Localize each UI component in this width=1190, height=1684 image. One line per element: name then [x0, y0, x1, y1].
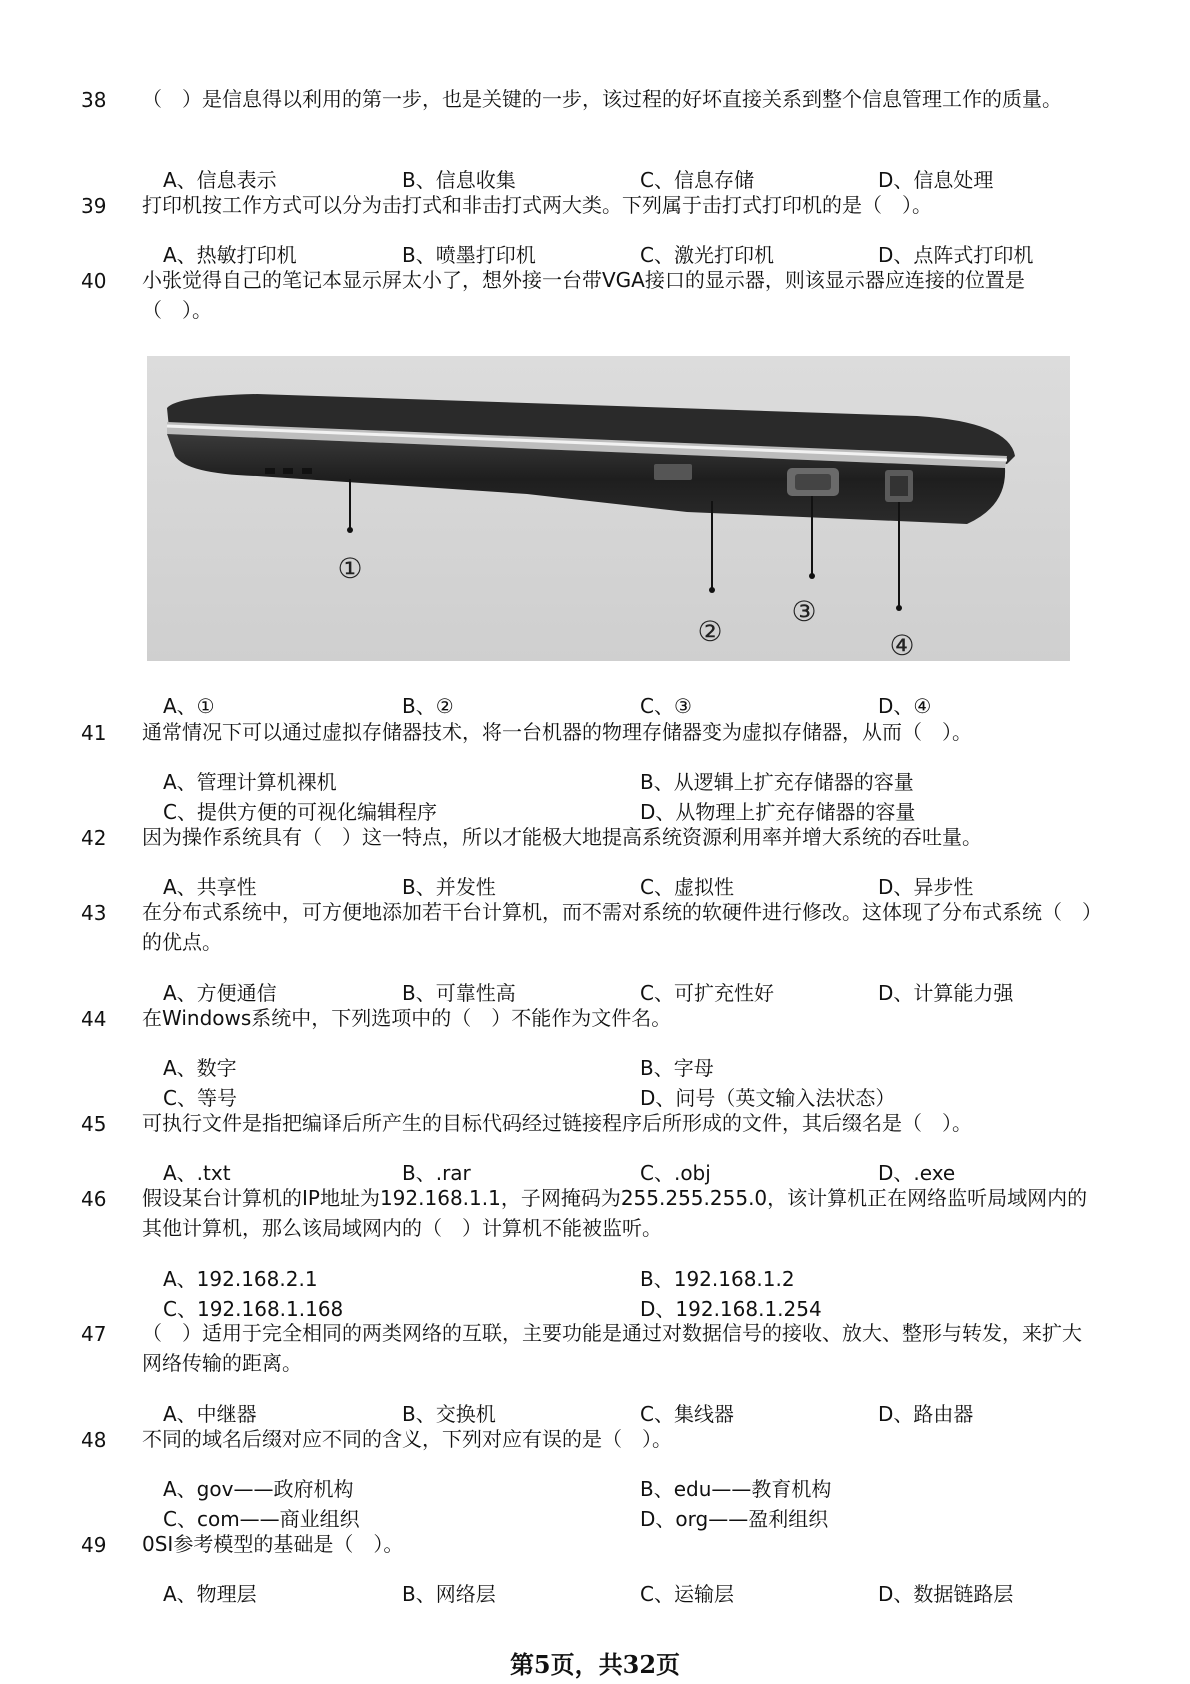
option-c[interactable]: C、等号 [163, 1086, 237, 1110]
option-a[interactable]: A、方便通信 [163, 981, 277, 1005]
option-b[interactable]: B、并发性 [402, 875, 496, 899]
option-a[interactable]: A、共享性 [163, 875, 257, 899]
figure-label-4: ④ [889, 629, 915, 661]
option-d[interactable]: D、计算能力强 [878, 981, 1014, 1005]
question-stem: （ ）适用于完全相同的两类网络的互联，主要功能是通过对数据信号的接收、放大、整形与转发，来扩大网络传输的距离。 [142, 1321, 1082, 1375]
option-b[interactable]: B、从逻辑上扩充存储器的容量 [640, 770, 914, 794]
option-d[interactable]: D、.exe [878, 1161, 956, 1185]
option-a[interactable]: A、数字 [163, 1056, 237, 1080]
option-c[interactable]: C、激光打印机 [640, 243, 774, 267]
option-c[interactable]: C、虚拟性 [640, 875, 734, 899]
option-a[interactable]: A、192.168.2.1 [163, 1267, 318, 1291]
option-c[interactable]: C、可扩充性好 [640, 981, 774, 1005]
port-1c [302, 468, 312, 474]
option-c[interactable]: C、信息存储 [640, 168, 754, 192]
callout-dot-4 [896, 605, 902, 611]
option-b[interactable]: B、喷墨打印机 [402, 243, 536, 267]
option-d[interactable]: D、异步性 [878, 875, 974, 899]
option-a[interactable]: A、中继器 [163, 1402, 257, 1426]
option-a[interactable]: A、信息表示 [163, 168, 277, 192]
question-stem: （ ）是信息得以利用的第一步，也是关键的一步，该过程的好坏直接关系到整个信息管理工作的质量。 [142, 87, 1062, 111]
option-d[interactable]: D、数据链路层 [878, 1582, 1014, 1606]
option-b[interactable]: B、192.168.1.2 [640, 1267, 795, 1291]
page-footer: 第5页，共32页 [509, 1650, 681, 1679]
question-number: 41 [81, 721, 107, 745]
option-d[interactable]: D、信息处理 [878, 168, 994, 192]
ethernet-port-inner [890, 476, 908, 496]
option-d[interactable]: D、点阵式打印机 [878, 243, 1034, 267]
question-stem: 因为操作系统具有（ ）这一特点，所以才能极大地提高系统资源利用率并增大系统的吞吐量。 [142, 825, 982, 849]
option-c[interactable]: C、集线器 [640, 1402, 734, 1426]
option-c[interactable]: C、com——商业组织 [163, 1507, 360, 1531]
option-c[interactable]: C、192.168.1.168 [163, 1297, 344, 1321]
option-d[interactable]: D、从物理上扩充存储器的容量 [640, 800, 916, 824]
option-a[interactable]: A、① [163, 694, 215, 718]
question-number: 43 [81, 901, 107, 925]
question-number: 40 [81, 269, 107, 293]
option-b[interactable]: B、② [402, 694, 454, 718]
option-b[interactable]: B、信息收集 [402, 168, 516, 192]
option-d[interactable]: D、④ [878, 694, 932, 718]
question-stem: 假设某台计算机的IP地址为192.168.1.1，子网掩码为255.255.255.0，该计算机正在网络监听局域网内的其他计算机，那么该局域网内的（ ）计算机不能被监听。 [142, 1186, 1088, 1240]
question-number: 38 [81, 88, 107, 112]
question-number: 48 [81, 1428, 107, 1452]
figure-label-1: ① [337, 552, 363, 585]
option-c[interactable]: C、提供方便的可视化编辑程序 [163, 800, 437, 824]
option-d[interactable]: D、路由器 [878, 1402, 974, 1426]
question-number: 49 [81, 1533, 107, 1557]
option-b[interactable]: B、可靠性高 [402, 981, 516, 1005]
option-a[interactable]: A、管理计算机裸机 [163, 770, 337, 794]
option-c[interactable]: C、运输层 [640, 1582, 734, 1606]
question-stem: 可执行文件是指把编译后所产生的目标代码经过链接程序后所形成的文件，其后缀名是（ ）。 [142, 1111, 972, 1135]
usb-port [654, 464, 692, 480]
option-a[interactable]: A、gov——政府机构 [163, 1477, 354, 1501]
callout-dot-2 [709, 587, 715, 593]
laptop-side-photo [147, 356, 1070, 661]
option-b[interactable]: B、字母 [640, 1056, 714, 1080]
option-d[interactable]: D、org——盈利组织 [640, 1507, 829, 1531]
question-stem: 打印机按工作方式可以分为击打式和非击打式两大类。下列属于击打式打印机的是（ ）。 [142, 193, 932, 217]
option-b[interactable]: B、网络层 [402, 1582, 496, 1606]
option-d[interactable]: D、192.168.1.254 [640, 1297, 822, 1321]
question-stem: 不同的域名后缀对应不同的含义，下列对应有误的是（ ）。 [142, 1427, 672, 1451]
figure-label-3: ③ [791, 595, 817, 628]
question-stem: 通常情况下可以通过虚拟存储器技术，将一台机器的物理存储器变为虚拟存储器，从而（ ）。 [142, 720, 972, 744]
question-number: 47 [81, 1322, 107, 1346]
question-number: 45 [81, 1112, 107, 1136]
question-number: 39 [81, 194, 107, 218]
question-number: 44 [81, 1007, 107, 1031]
option-b[interactable]: B、.rar [402, 1161, 471, 1185]
figure-label-2: ② [697, 615, 723, 648]
option-c[interactable]: C、.obj [640, 1161, 711, 1185]
callout-dot-3 [809, 573, 815, 579]
option-a[interactable]: A、.txt [163, 1161, 231, 1185]
option-b[interactable]: B、交换机 [402, 1402, 496, 1426]
option-d[interactable]: D、问号（英文输入法状态） [640, 1086, 896, 1110]
question-stem: 0SI参考模型的基础是（ ）。 [142, 1532, 404, 1556]
question-number: 42 [81, 826, 107, 850]
port-1 [265, 468, 275, 474]
option-c[interactable]: C、③ [640, 694, 692, 718]
option-a[interactable]: A、热敏打印机 [163, 243, 297, 267]
vga-port-inner [795, 474, 831, 490]
question-stem: 在分布式系统中，可方便地添加若干台计算机，而不需对系统的软硬件进行修改。这体现了分布式系统（ ）的优点。 [142, 900, 1092, 954]
callout-dot-1 [347, 527, 353, 533]
question-stem: 小张觉得自己的笔记本显示屏太小了，想外接一台带VGA接口的显示器，则该显示器应连接的位置是（ ）。 [142, 268, 1025, 322]
option-b[interactable]: B、edu——教育机构 [640, 1477, 832, 1501]
option-a[interactable]: A、物理层 [163, 1582, 257, 1606]
question-stem: 在Windows系统中，下列选项中的（ ）不能作为文件名。 [142, 1006, 672, 1030]
question-number: 46 [81, 1187, 107, 1211]
port-1b [283, 468, 293, 474]
